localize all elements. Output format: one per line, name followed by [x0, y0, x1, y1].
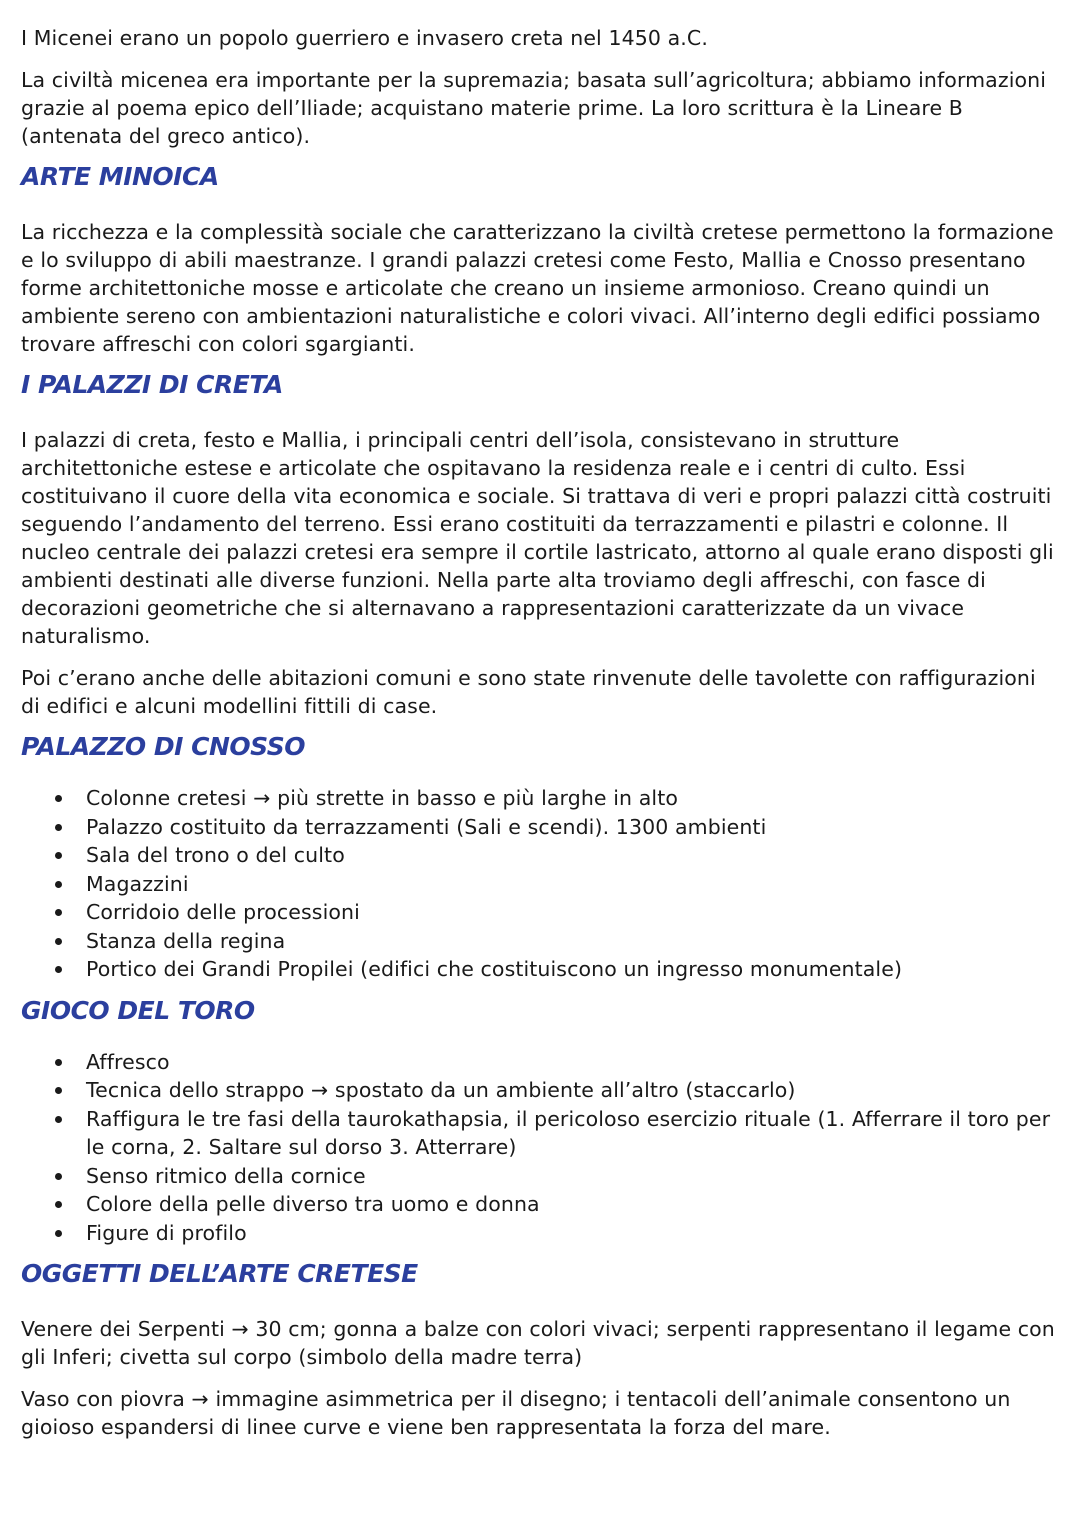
oggetti-paragraph-1: Venere dei Serpenti → 30 cm; gonna a balze con colori vivaci; serpenti rappresentano il legame con gli Inferi; civetta sul corpo (simbolo della madre terra): [21, 1317, 1055, 1369]
intro-paragraph-2: La civiltà micenea era importante per la supremazia; basata sull’agricoltura; abbiamo informazioni grazie al poema epico dell’Iliade; acquistano materie prime. La loro scrittura è la Lineare B (antenata del greco antico).: [21, 68, 1047, 148]
bullet-icon: [55, 881, 62, 888]
list-item: Figure di profilo: [21, 1219, 1061, 1248]
list-item: Portico dei Grandi Propilei (edifici che costituiscono un ingresso monumentale): [21, 955, 1061, 984]
palazzi-paragraph-2: Poi c’erano anche delle abitazioni comuni e sono state rinvenute delle tavolette con raffigurazioni di edifici e alcuni modellini fittili di case.: [21, 666, 1036, 718]
bullet-icon: [55, 795, 62, 802]
list-item: Affresco: [21, 1048, 1061, 1077]
intro-paragraph-1: I Micenei erano un popolo guerriero e invasero creta nel 1450 a.C.: [21, 26, 708, 50]
heading-palazzi-di-creta: I PALAZZI DI CRETA: [21, 370, 283, 399]
heading-arte-minoica: ARTE MINOICA: [21, 162, 219, 191]
bullet-icon: [55, 966, 62, 973]
bullet-icon: [55, 824, 62, 831]
list-item: Corridoio delle processioni: [21, 898, 1061, 927]
list-item: Raffigura le tre fasi della taurokathapsia, il pericoloso esercizio rituale (1. Afferrare il toro per le corna, 2. Saltare sul dorso 3. Atterrare): [21, 1105, 1061, 1162]
heading-gioco-del-toro: GIOCO DEL TORO: [21, 995, 255, 1025]
bullet-icon: [55, 909, 62, 916]
list-item: Colonne cretesi → più strette in basso e più larghe in alto: [21, 784, 1061, 813]
bullet-icon: [55, 1201, 62, 1208]
document-page: [21, 24, 1061, 1441]
list-item: Tecnica dello strappo → spostato da un ambiente all’altro (staccarlo): [21, 1076, 1061, 1105]
toro-list: [21, 1048, 1061, 1248]
bullet-icon: [55, 1087, 62, 1094]
bullet-icon: [55, 852, 62, 859]
list-item: Palazzo costituito da terrazzamenti (Sali e scendi). 1300 ambienti: [21, 813, 1061, 842]
list-item: Sala del trono o del culto: [21, 841, 1061, 870]
palazzi-paragraph-1: I palazzi di creta, festo e Mallia, i principali centri dell’isola, consistevano in strutture architettoniche estese e articolate che ospitavano la residenza reale e i centri di culto. Essi costituivano il cuore della vita economica e sociale. Si trattava di veri e propri palazzi città costruiti seguendo l’andamento del terreno. Essi erano costituiti da terrazzamenti e pilastri e colonne. Il nucleo centrale dei palazzi cretesi era sempre il cortile lastricato, attorno al quale erano disposti gli ambienti destinati alle diverse funzioni. Nella parte alta troviamo degli affreschi, con fasce di decorazioni geometriche che si alternavano a rappresentazioni caratterizzate da un vivace naturalismo.: [21, 428, 1054, 648]
bullet-icon: [55, 1173, 62, 1180]
list-item: Senso ritmico della cornice: [21, 1162, 1061, 1191]
bullet-icon: [55, 1116, 62, 1123]
heading-oggetti-arte-cretese: OGGETTI DELL’ARTE CRETESE: [21, 1259, 418, 1288]
list-item: Colore della pelle diverso tra uomo e donna: [21, 1190, 1061, 1219]
list-item: Stanza della regina: [21, 927, 1061, 956]
heading-palazzo-di-cnosso: PALAZZO DI CNOSSO: [21, 732, 306, 761]
list-item: Magazzini: [21, 870, 1061, 899]
bullet-icon: [55, 1230, 62, 1237]
arte-minoica-paragraph: La ricchezza e la complessità sociale che caratterizzano la civiltà cretese permettono la formazione e lo sviluppo di abili maestranze. I grandi palazzi cretesi come Festo, Mallia e Cnosso presentano forme architettoniche mosse e articolate che creano un insieme armonioso. Creano quindi un ambiente sereno con ambientazioni naturalistiche e colori vivaci. All’interno degli edifici possiamo trovare affreschi con colori sgargianti.: [21, 220, 1054, 356]
bullet-icon: [55, 938, 62, 945]
oggetti-paragraph-2: Vaso con piovra → immagine asimmetrica per il disegno; i tentacoli dell’animale consentono un gioioso espandersi di linee curve e viene ben rappresentata la forza del mare.: [21, 1387, 1011, 1439]
bullet-icon: [55, 1059, 62, 1066]
cnosso-list: [21, 784, 1061, 984]
